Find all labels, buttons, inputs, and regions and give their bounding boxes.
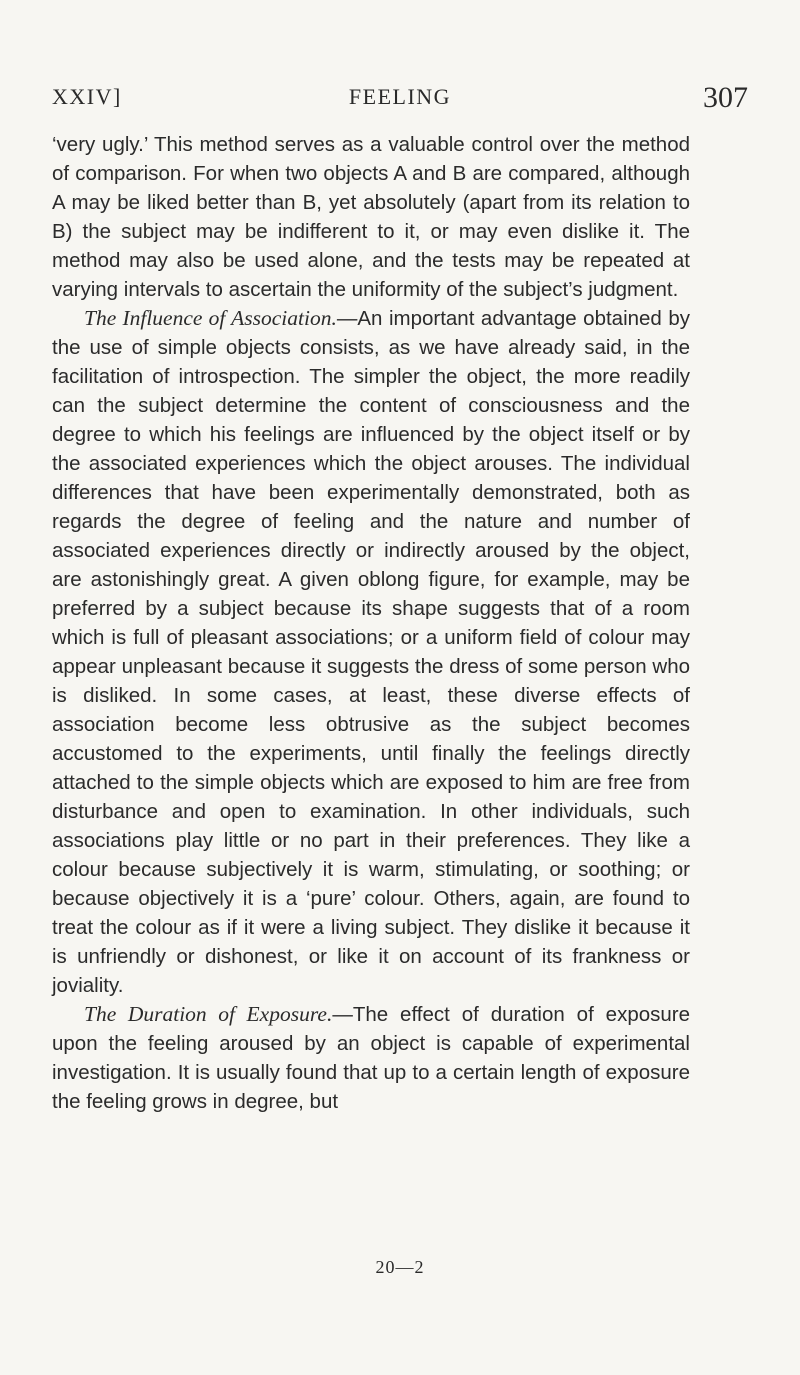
paragraph-2: [52, 304, 690, 1000]
page-number: 307: [703, 81, 748, 114]
paragraph-1: [52, 130, 690, 304]
body-text: [52, 130, 690, 1116]
paragraph-3: [52, 1000, 690, 1116]
section-heading-influence-of-association: The Influence of Association.: [84, 306, 337, 330]
paragraph-text: ‘very ugly.’ This method serves as a valuable control over the method of comparison. For when two objects A and B are compared, although A may be liked better than B, yet absolutely (apart from its relation to B) the subject may be indifferent to it, or may even dislike it. The method may also be used alone, and the tests may be repeated at varying intervals to ascertain the uniformity of the subject’s judgment.: [52, 133, 690, 301]
running-head: [52, 81, 748, 118]
paragraph-text: —The effect of duration of exposure upon the feeling aroused by an object is capable of experimental investigation. It is usually found that up to a certain length of exposure the feeling grows in degree, but: [52, 1003, 691, 1113]
chapter-number: XXIV]: [52, 84, 122, 109]
section-heading-duration-of-exposure: The Duration of Exposure.: [84, 1002, 333, 1026]
running-title: FEELING: [348, 84, 452, 109]
signature-mark: 20—2: [375, 1257, 425, 1277]
paragraph-text: —An important advantage obtained by the use of simple objects consists, as we have already said, in the facilitation of introspection. The simpler the object, the more readily can the subject determine the content of consciousness and the degree to which his feelings are influenced by the object itself or by the associated experiences which the object arouses. The individual differences that have been experimentally demonstrated, both as regards the degree of feeling and the nature and number of associated experiences directly or indirectly aroused by the object, are astonishingly great. A given oblong figure, for example, may be preferred by a subject because its shape suggests that of a room which is full of pleasant associations; or a uniform field of colour may appear unpleasant because it suggests the dress of some person who is disliked. In some cases, at least, these diverse effects of association become less obtrusive as the subject becomes accustomed to the experiments, until finally the feelings directly attached to the simple objects which are exposed to him are free from disturbance and open to examination. In other individuals, such associations play little or no part in their preferences. They like a colour because subjectively it is warm, stimulating, or soothing; or because objectively it is a ‘pure’ colour. Others, again, are found to treat the colour as if it were a living subject. They dislike it because it is unfriendly or dishonest, or like it on account of its frankness or joviality.: [52, 307, 690, 997]
